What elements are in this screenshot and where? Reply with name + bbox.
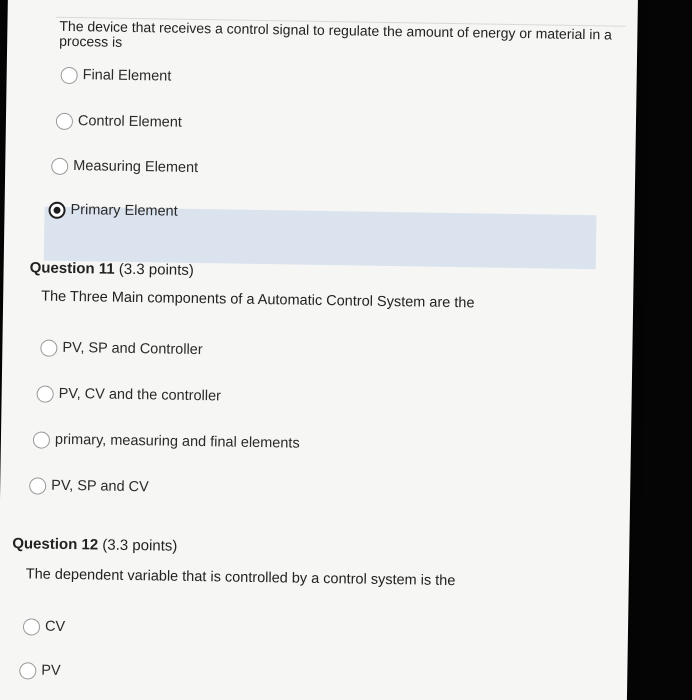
q11-option-1[interactable] <box>40 336 203 363</box>
q11-heading <box>30 259 194 279</box>
option-label: Control Element <box>77 113 183 131</box>
q11-option-3[interactable] <box>33 427 300 455</box>
radio-button[interactable] <box>61 66 78 83</box>
option-label: primary, measuring and final elements <box>54 431 300 452</box>
option-label: PV, SP and CV <box>51 477 149 496</box>
q10-option-measuring-element[interactable] <box>51 154 198 180</box>
radio-button[interactable] <box>33 431 50 448</box>
option-label: PV <box>41 662 61 679</box>
radio-button-selected[interactable] <box>48 201 65 218</box>
q11-question-text: The Three Main components of a Automatic Control System are the <box>41 288 475 312</box>
radio-button[interactable] <box>29 477 46 494</box>
option-label: PV, CV and the controller <box>58 385 222 405</box>
option-label: CV <box>44 618 66 635</box>
q11-option-4[interactable] <box>29 473 149 499</box>
radio-button[interactable] <box>23 618 40 635</box>
radio-button[interactable] <box>51 157 68 174</box>
q12-heading <box>12 535 177 555</box>
radio-button[interactable] <box>37 385 54 402</box>
question-number: Question 12 <box>12 535 99 554</box>
option-label: Measuring Element <box>73 158 199 177</box>
q12-option-1[interactable] <box>23 614 66 639</box>
option-label: Final Element <box>82 67 172 85</box>
q11-option-2[interactable] <box>36 382 221 409</box>
question-points: (3.3 points) <box>118 260 195 279</box>
q10-question-text: The device that receives a control signal to regulate the amount of energy or material in a process is <box>59 17 613 50</box>
q12-question-text: The dependent variable that is controlled by a control system is the <box>25 566 456 590</box>
question-number: Question 11 <box>29 259 115 278</box>
radio-button[interactable] <box>19 662 36 679</box>
q10-option-control-element[interactable] <box>56 109 182 135</box>
radio-button[interactable] <box>40 339 57 356</box>
question-points: (3.3 points) <box>102 536 178 555</box>
option-label: Primary Element <box>70 202 178 220</box>
radio-button[interactable] <box>56 112 73 129</box>
q10-option-final-element[interactable] <box>60 63 171 89</box>
option-label: PV, SP and Controller <box>62 339 203 359</box>
q12-option-2[interactable] <box>19 658 61 683</box>
q10-option-primary-element[interactable] <box>48 198 178 224</box>
